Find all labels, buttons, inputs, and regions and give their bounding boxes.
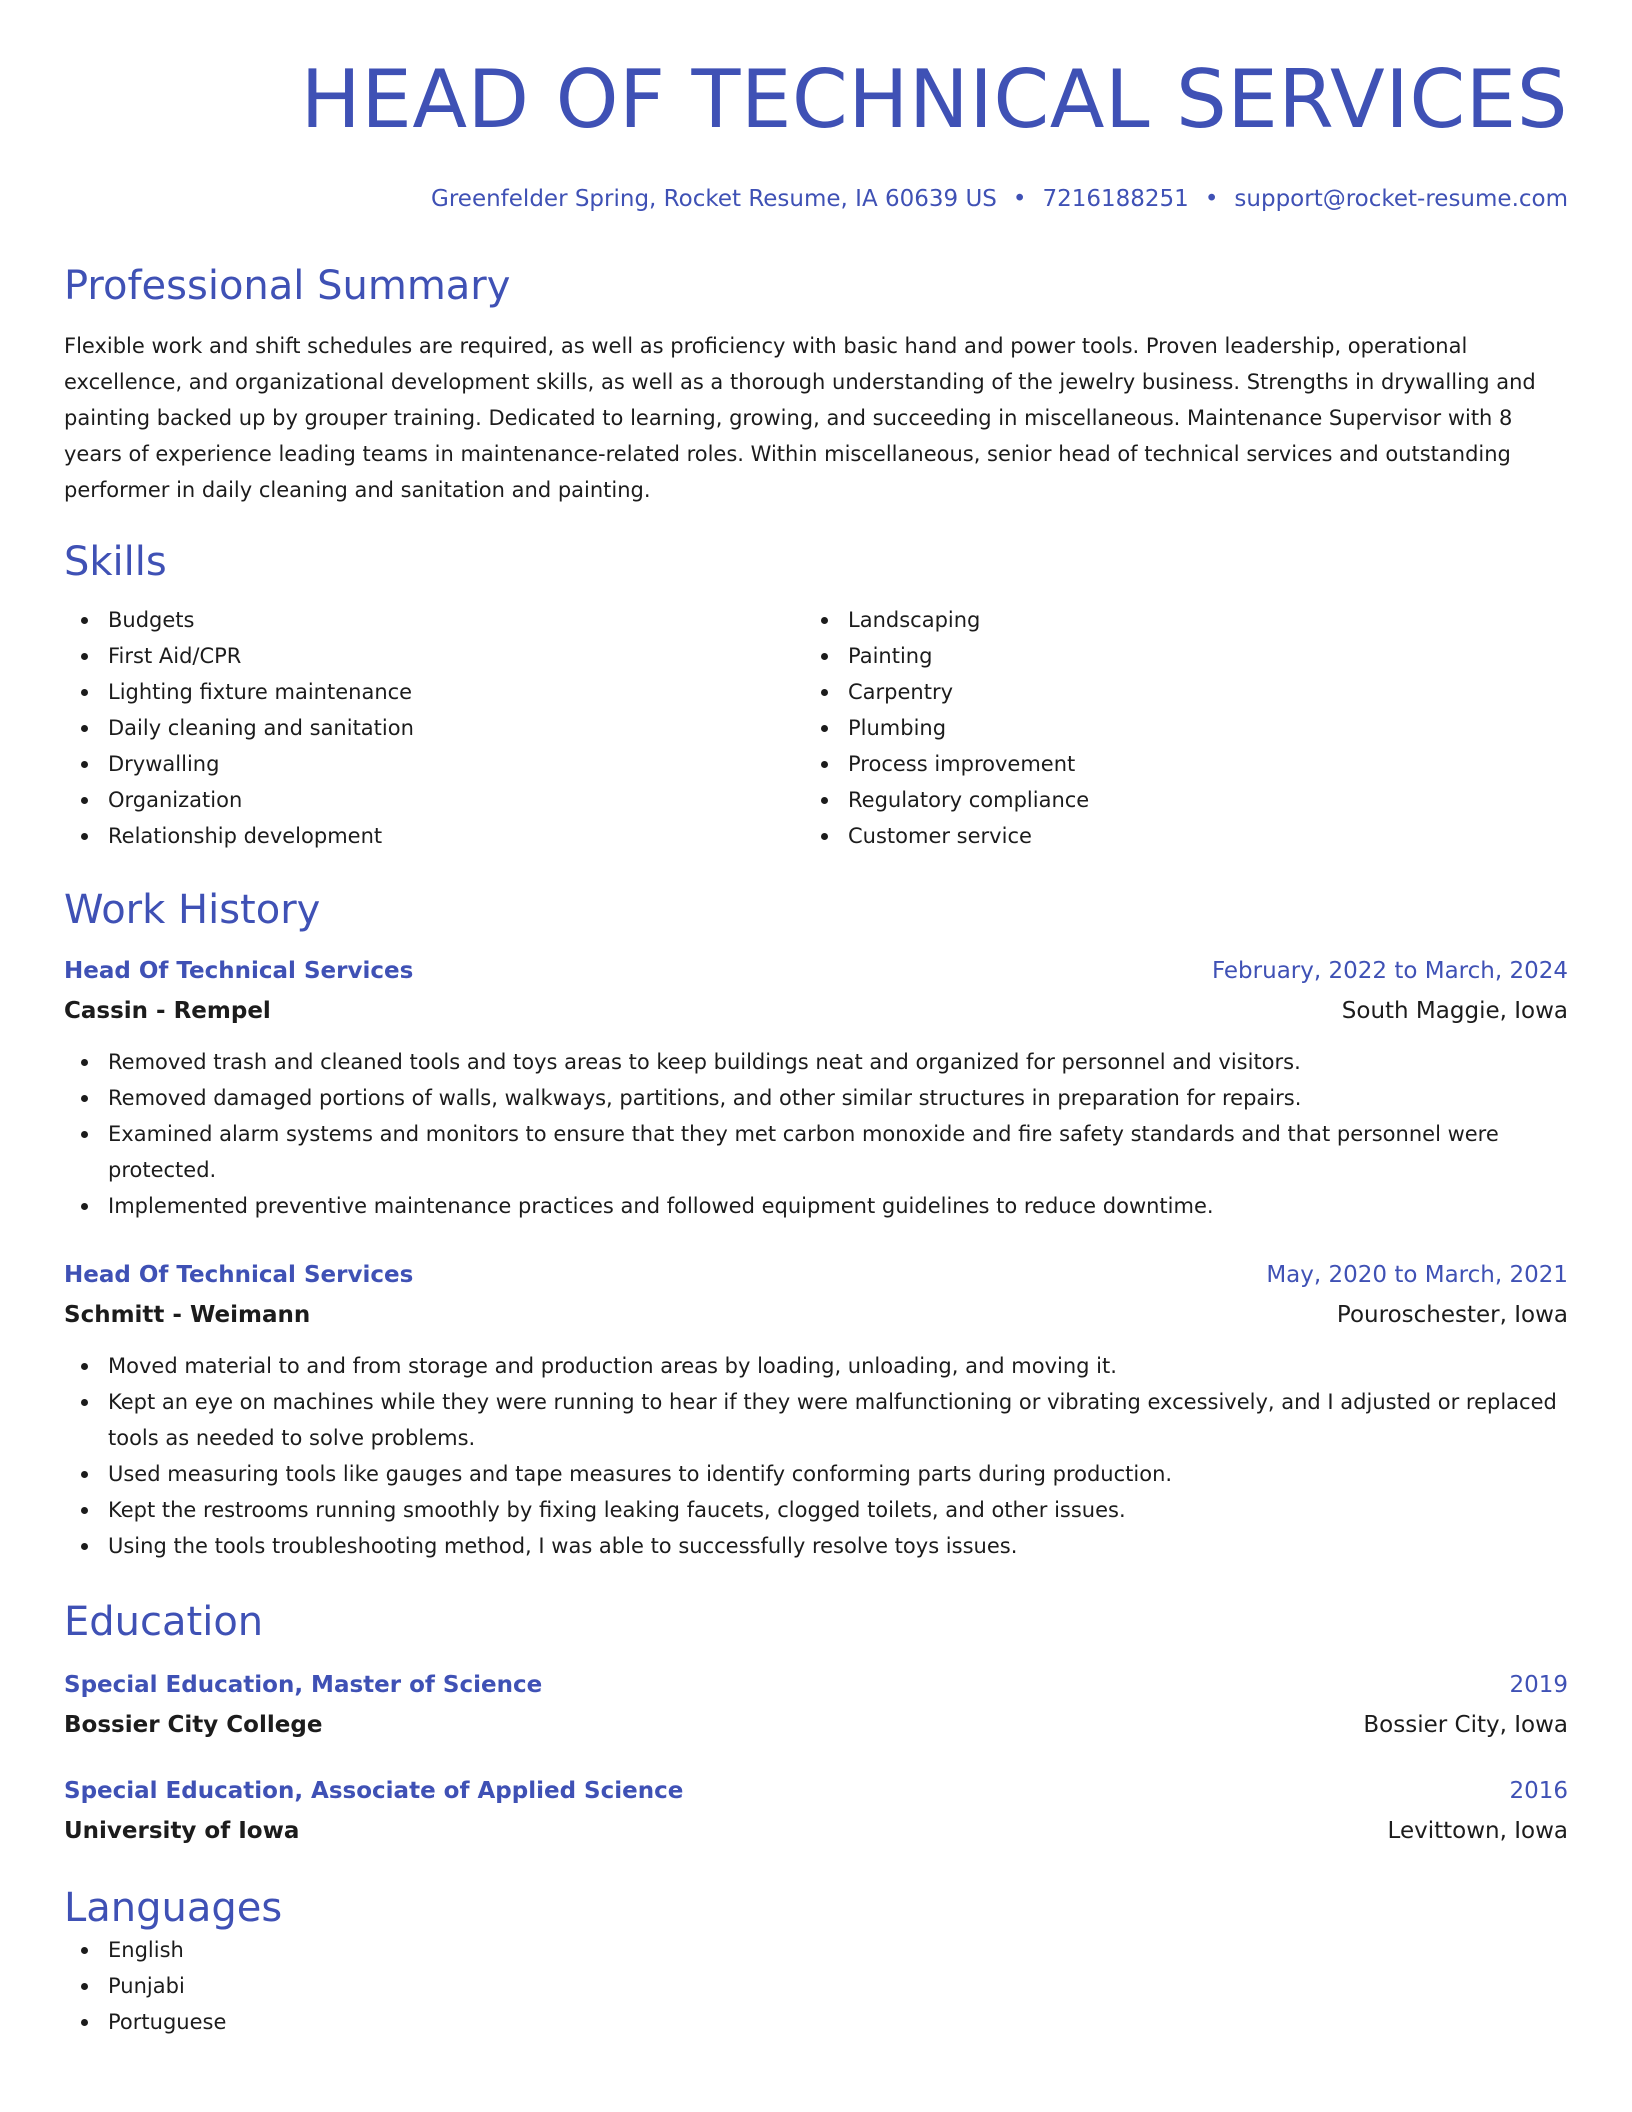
job-bullet: Removed damaged portions of walls, walkways, partitions, and other similar structures in preparation for repairs. [64,1080,1568,1116]
education-school: Bossier City College [64,1712,323,1738]
skills-column-left [64,602,804,854]
language-item: Punjabi [64,1968,1568,2004]
job-location: Pouroschester, Iowa [1336,1302,1568,1328]
education-entry [64,1774,1568,1850]
languages-list [64,1932,1568,2040]
job-bullet: Examined alarm systems and monitors to ensure that they met carbon monoxide and fire safety standards and that personnel were protected. [64,1116,1568,1188]
skill-item: Lighting fixture maintenance [64,674,804,710]
education-degree: Special Education, Associate of Applied Science [64,1778,684,1804]
skill-item: Customer service [804,818,1544,854]
skills-column-right [804,602,1544,854]
job-bullet: Removed trash and cleaned tools and toys areas to keep buildings neat and organized for personnel and visitors. [64,1044,1568,1080]
skill-item: Relationship development [64,818,804,854]
skill-item: Process improvement [804,746,1544,782]
job-role: Head Of Technical Services [64,958,414,984]
work-history-heading: Work History [64,887,321,933]
job-bullet: Moved material to and from storage and production areas by loading, unloading, and moving it. [64,1348,1568,1384]
skill-item: First Aid/CPR [64,638,804,674]
skill-item: Daily cleaning and sanitation [64,710,804,746]
job-role: Head Of Technical Services [64,1262,414,1288]
language-item: English [64,1932,1568,1968]
skill-item: Plumbing [804,710,1544,746]
contact-phone: 7216188251 [1042,186,1189,212]
job-location: South Maggie, Iowa [1341,998,1568,1024]
education-year: 2019 [1509,1672,1568,1698]
resume-name-title: HEAD OF TECHNICAL SERVICES [300,53,1568,146]
job-company: Cassin - Rempel [64,998,271,1024]
job-bullet: Implemented preventive maintenance practices and followed equipment guidelines to reduce downtime. [64,1188,1568,1224]
job-entry [64,954,1568,1224]
job-bullet: Kept an eye on machines while they were running to hear if they were malfunctioning or vibrating excessively, and I adjusted or replaced tools as needed to solve problems. [64,1384,1568,1456]
education-degree: Special Education, Master of Science [64,1672,543,1698]
contact-email: support@rocket-resume.com [1234,186,1568,212]
skill-item: Carpentry [804,674,1544,710]
summary-text: Flexible work and shift schedules are required, as well as proficiency with basic hand and power tools. Proven leadership, operational excellence, and organizational development skills, as well as a thorough understanding of the jewelry business. Strengths in drywalling and painting backed up by grouper training. Dedicated to learning, growing, and succeeding in miscellaneous. Maintenance Supervisor with 8 years of experience leading teams in maintenance-related roles. Within miscellaneous, senior head of technical services and outstanding performer in daily cleaning and sanitation and painting. [64,334,1536,502]
job-company: Schmitt - Weimann [64,1302,311,1328]
skill-item: Drywalling [64,746,804,782]
education-location: Levittown, Iowa [1387,1818,1568,1844]
job-bullet: Kept the restrooms running smoothly by fixing leaking faucets, clogged toilets, and other issues. [64,1492,1568,1528]
education-heading: Education [64,1599,264,1645]
job-dates: February, 2022 to March, 2024 [1211,958,1568,984]
job-bullet: Used measuring tools like gauges and tape measures to identify conforming parts during production. [64,1456,1568,1492]
education-entry [64,1668,1568,1744]
summary-heading: Professional Summary [64,263,511,309]
skill-item: Regulatory compliance [804,782,1544,818]
contact-line [64,186,1568,212]
job-bullet: Using the tools troubleshooting method, I was able to successfully resolve toys issues. [64,1528,1568,1564]
job-entry [64,1258,1568,1564]
education-location: Bossier City, Iowa [1363,1712,1568,1738]
job-dates: May, 2020 to March, 2021 [1266,1262,1568,1288]
contact-separator: • [1204,186,1219,212]
skills-grid [64,602,1568,854]
languages-heading: Languages [64,1885,283,1931]
contact-separator: • [1012,186,1027,212]
skills-heading: Skills [64,539,167,585]
education-school: University of Iowa [64,1818,300,1844]
language-item: Portuguese [64,2004,1568,2040]
skill-item: Budgets [64,602,804,638]
skill-item: Painting [804,638,1544,674]
skill-item: Landscaping [804,602,1544,638]
contact-address: Greenfelder Spring, Rocket Resume, IA 60639 US [431,186,997,212]
skill-item: Organization [64,782,804,818]
education-year: 2016 [1509,1778,1568,1804]
